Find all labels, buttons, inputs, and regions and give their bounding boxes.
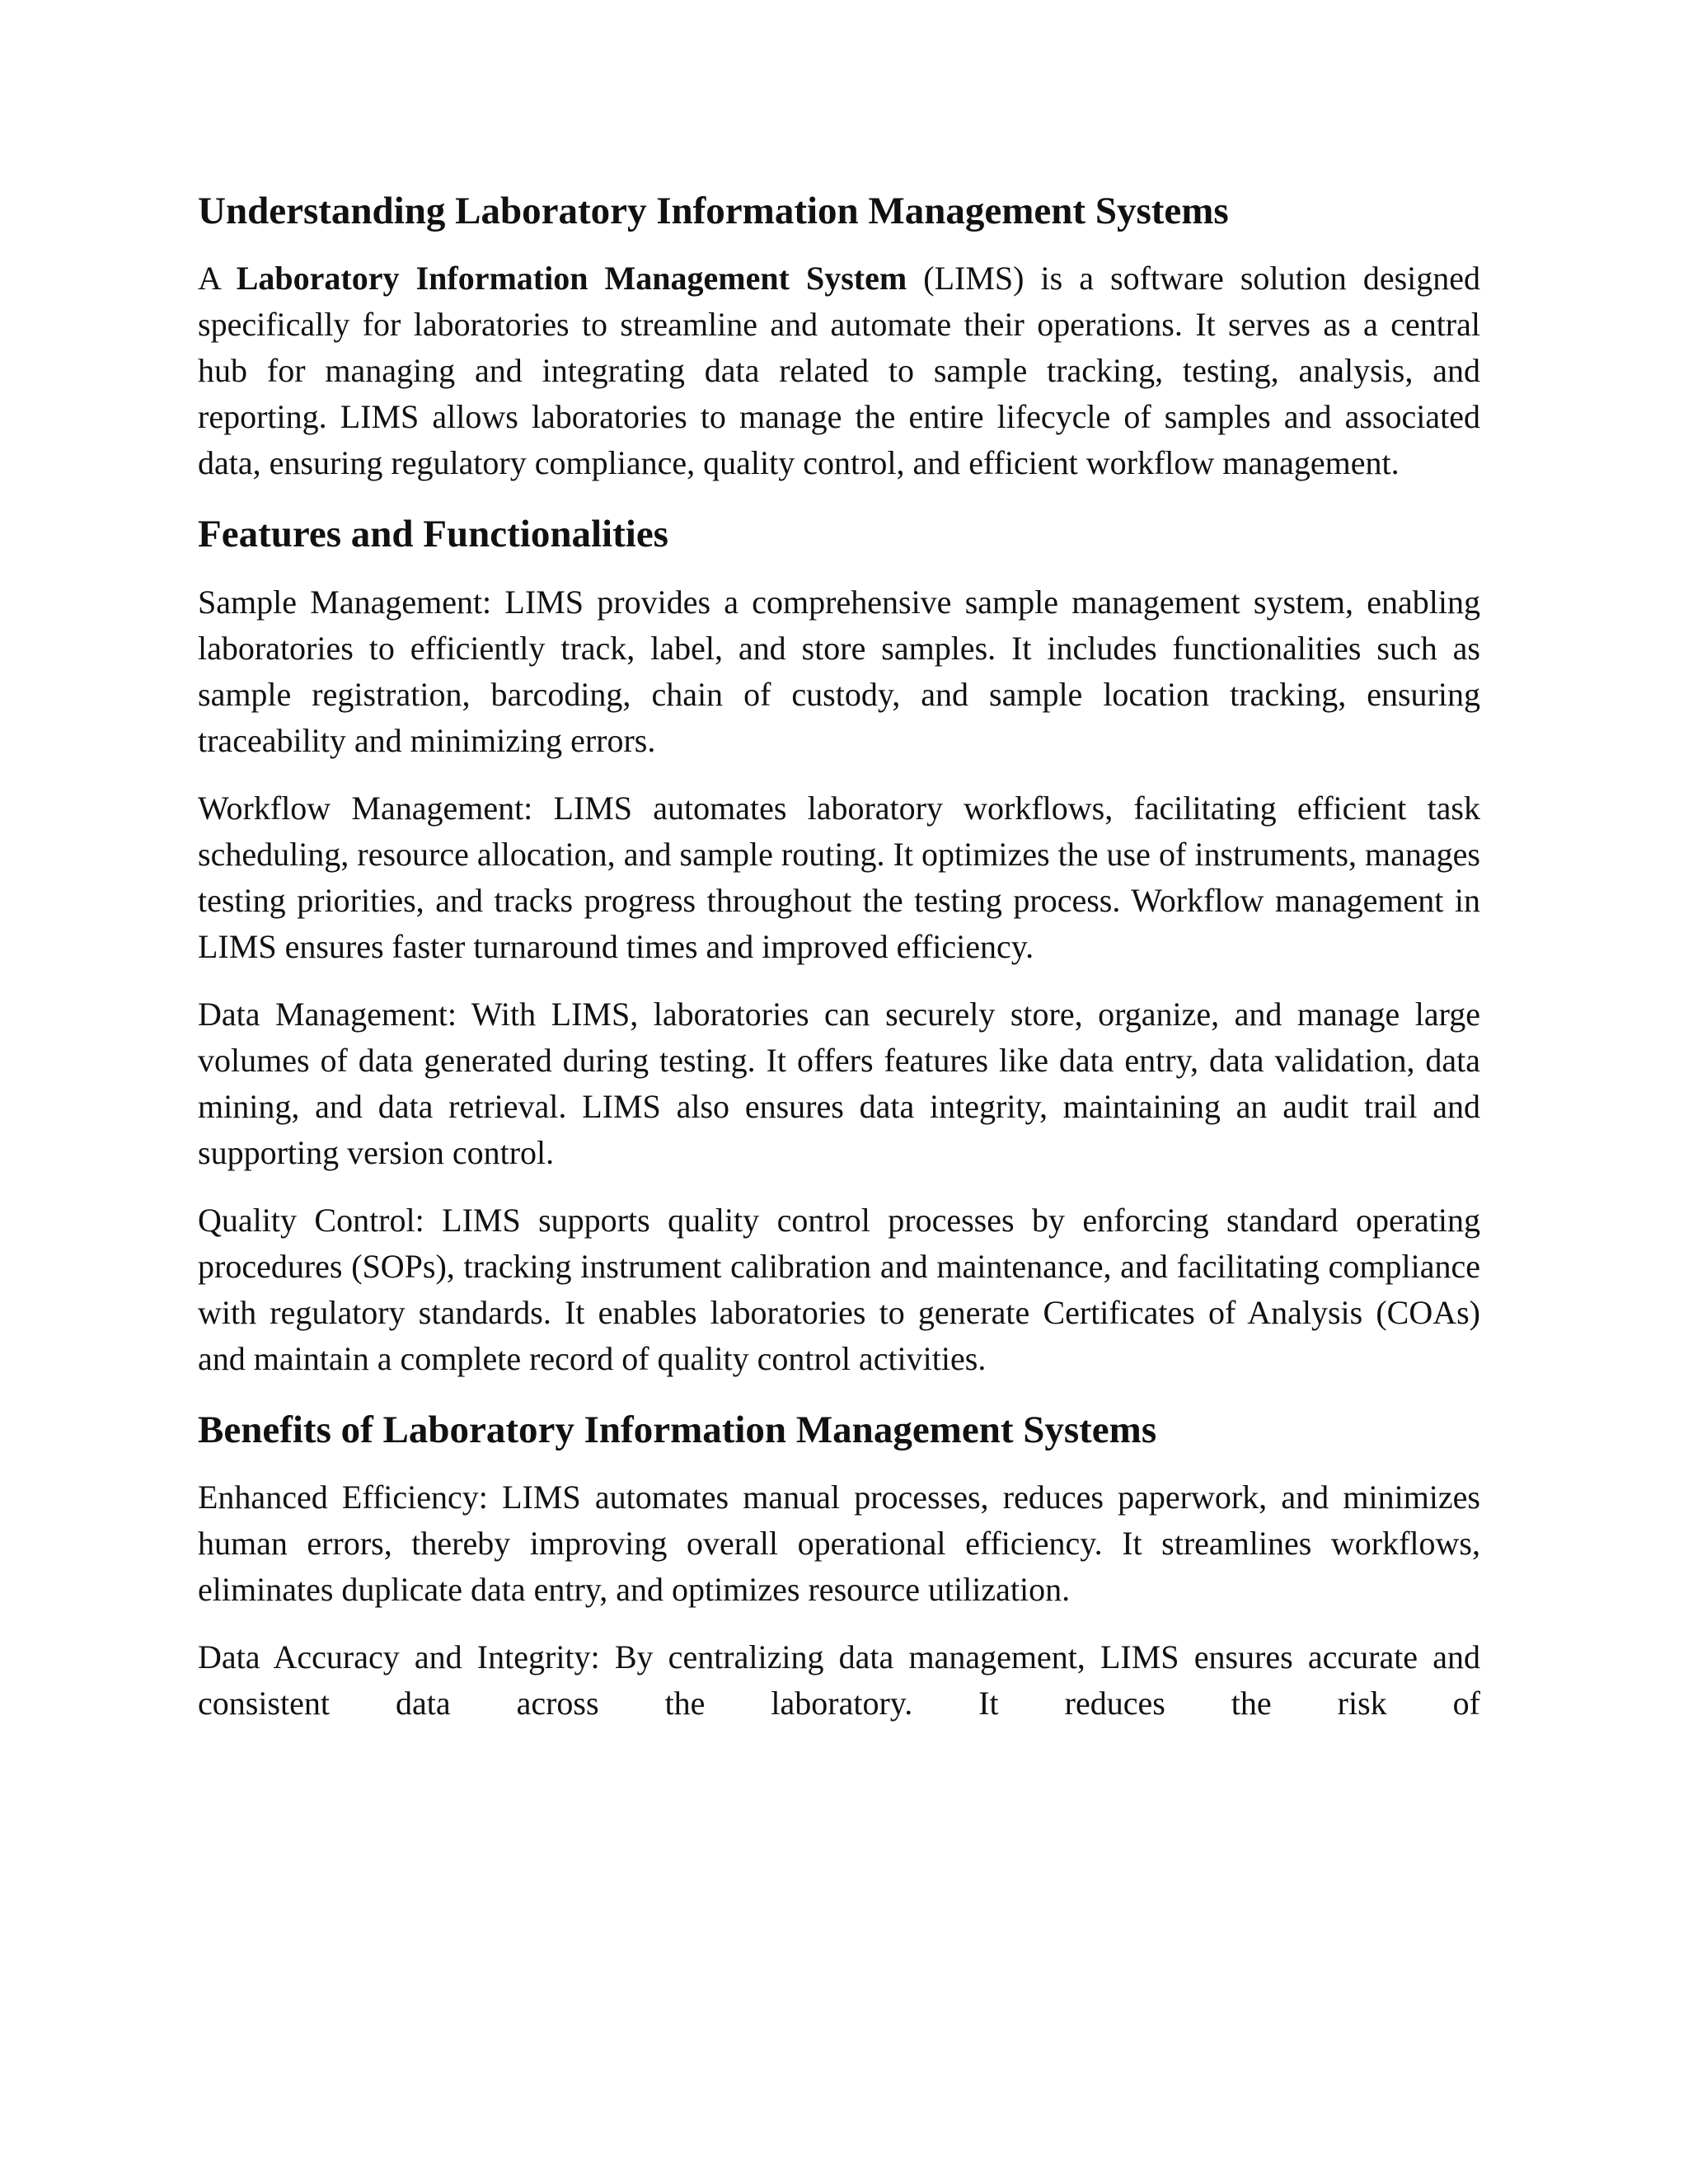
features-paragraph-quality-control: Quality Control: LIMS supports quality control processes by enforcing standard operating procedures (SOPs), tracking instrument calibration and maintenance, and facilitating compliance with regulatory standards. It enables laboratories to generate Certificates of Analysis (COAs) and maintain a complete record of quality control activities. (198, 1201, 1480, 1377)
intro-paragraph (198, 255, 1480, 486)
benefits-heading: Benefits of Laboratory Information Management Systems (198, 1408, 1157, 1451)
features-paragraph-workflow-management: Workflow Management: LIMS automates laboratory workflows, facilitating efficient task scheduling, resource allocation, and sample routing. It optimizes the use of instruments, manages testing priorities, and tracks progress throughout the testing process. Workflow management in LIMS ensures faster turnaround times and improved efficiency. (198, 789, 1480, 965)
document-page (198, 188, 1480, 1748)
features-paragraph-sample-management: Sample Management: LIMS provides a comprehensive sample management system, enabling laboratories to efficiently track, label, and store samples. It includes functionalities such as sample registration, barcoding, chain of custody, and sample location tracking, ensuring traceability and minimizing errors. (198, 583, 1480, 759)
benefits-paragraph-enhanced-efficiency: Enhanced Efficiency: LIMS automates manual processes, reduces paperwork, and minimizes human errors, thereby improving overall operational efficiency. It streamlines workflows, eliminates duplicate data entry, and optimizes resource utilization. (198, 1479, 1480, 1609)
intro-rest: (LIMS) is a software solution designed specifically for laboratories to streamline and automate their operations. It serves as a central hub for managing and integrating data related to sample tracking, testing, analysis, and reporting. LIMS allows laboratories to manage the entire lifecycle of samples and associated data, ensuring regulatory compliance, quality control, and efficient workflow management. (198, 260, 1481, 482)
features-paragraph-data-management: Data Management: With LIMS, laboratories can securely store, organize, and manage large volumes of data generated during testing. It offers features like data entry, data validation, data mining, and data retrieval. LIMS also ensures data integrity, maintaining an audit trail and supporting version control. (198, 995, 1480, 1171)
intro-prefix: A (198, 260, 237, 298)
benefits-paragraph-data-accuracy: Data Accuracy and Integrity: By centralizing data management, LIMS ensures accurate and consistent data across the laboratory. It reduces the risk of (198, 1638, 1480, 1722)
document-title: Understanding Laboratory Information Management Systems (198, 190, 1229, 232)
features-heading: Features and Functionalities (198, 513, 668, 556)
intro-bold-term: Laboratory Information Management System (236, 260, 907, 298)
